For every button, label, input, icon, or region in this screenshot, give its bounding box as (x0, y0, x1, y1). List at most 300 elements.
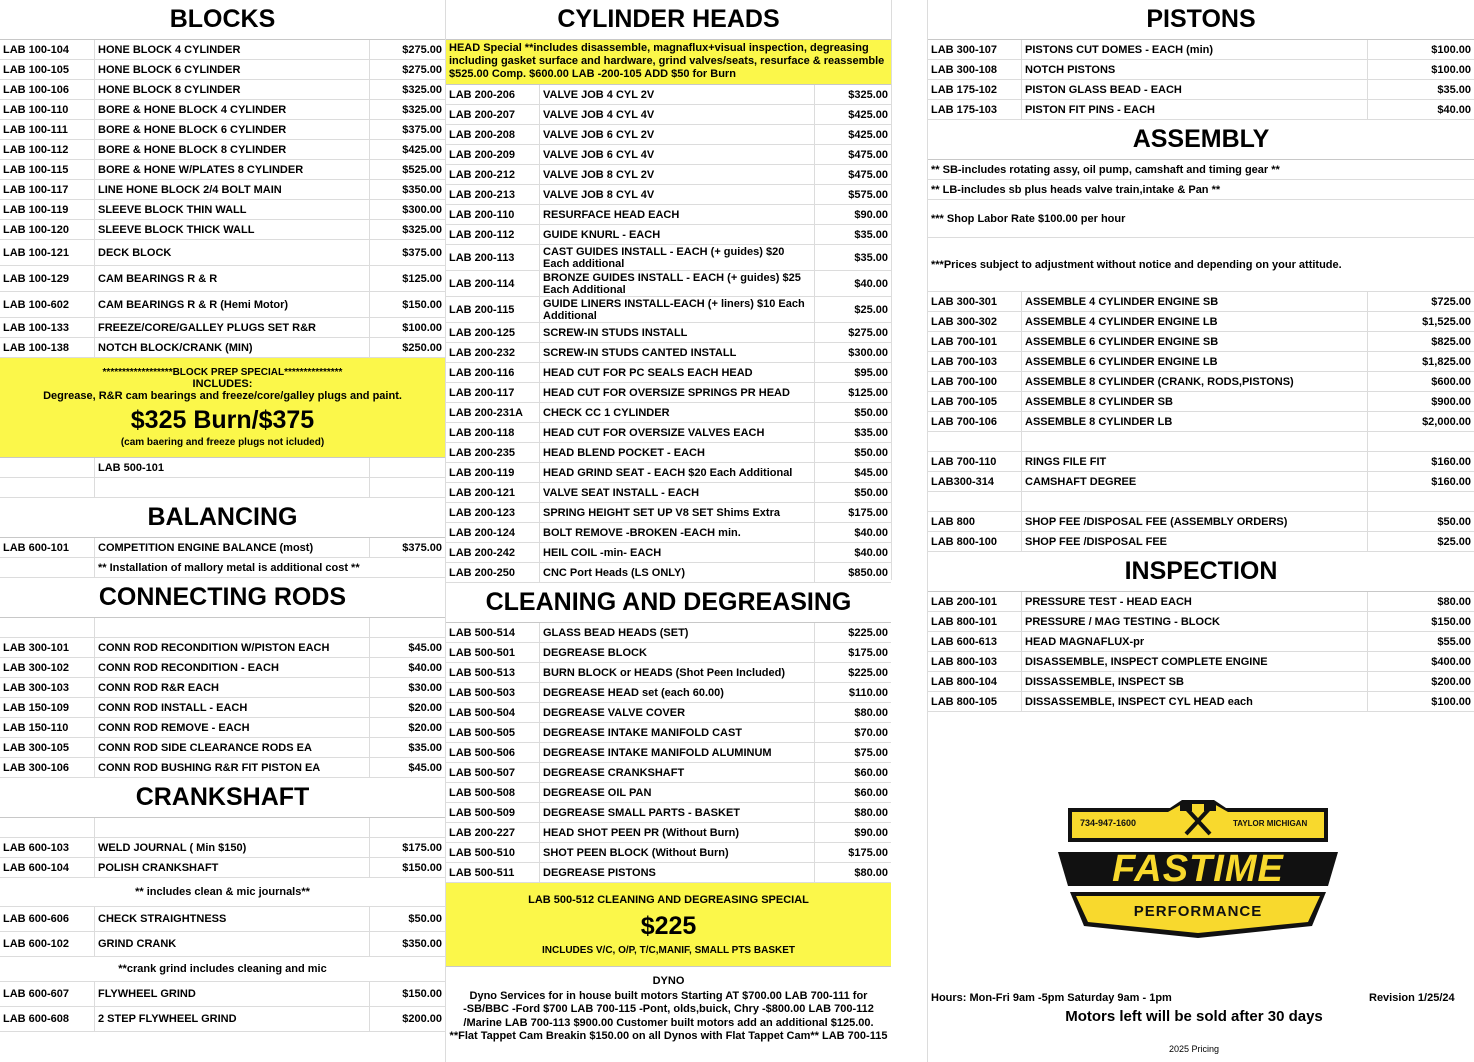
item-code: LAB 200-119 (446, 463, 540, 482)
table-row (928, 412, 1474, 432)
head-special (446, 40, 891, 85)
assembly-note: ***Prices subject to adjustment without notice and depending on your attitude. (931, 258, 1342, 271)
item-description: VALVE JOB 4 CYL 2V (540, 85, 815, 104)
item-code: LAB 200-124 (446, 523, 540, 542)
balancing-list (0, 538, 445, 558)
item-description: CHECK STRAIGHTNESS (95, 907, 370, 931)
item-price: $150.00 (1431, 615, 1471, 628)
table-row (0, 140, 445, 160)
table-row (446, 423, 891, 443)
table-row (446, 703, 891, 723)
item-description: PISTONS CUT DOMES - EACH (min) (1022, 40, 1368, 59)
table-row (446, 443, 891, 463)
table-row (928, 472, 1474, 492)
item-description: FLYWHEEL GRIND (95, 982, 370, 1006)
table-row (0, 120, 445, 140)
table-row (928, 632, 1474, 652)
item-code: LAB 300-302 (928, 312, 1022, 331)
table-row (928, 292, 1474, 312)
item-code: LAB 600-101 (0, 538, 95, 557)
dyno-line: -SB/BBC -Ford $700 LAB 700-115 -Pont, olds,buick, Chry -$800.00 LAB 700-112 (463, 1003, 874, 1015)
item-price: $35.00 (854, 426, 888, 439)
table-row (0, 40, 445, 60)
item-price: $175.00 (402, 841, 442, 854)
item-code: LAB 200-113 (446, 245, 540, 270)
table-row (0, 60, 445, 80)
section-title-crankshaft: CRANKSHAFT (0, 778, 445, 818)
cleaning-special (446, 883, 891, 967)
item-price: $50.00 (854, 446, 888, 459)
item-price: $475.00 (848, 148, 888, 161)
item-description: HEAD SHOT PEEN PR (Without Burn) (540, 823, 815, 842)
item-description (540, 245, 815, 270)
table-row (0, 180, 445, 200)
item-code: LAB 100-133 (0, 318, 95, 337)
table-row (446, 297, 891, 323)
item-price: $45.00 (854, 466, 888, 479)
table-row (0, 738, 445, 758)
item-description: CHECK CC 1 CYLINDER (540, 403, 815, 422)
column-middle (446, 0, 891, 1044)
item-description: NOTCH BLOCK/CRANK (MIN) (95, 338, 370, 357)
table-row (0, 932, 445, 957)
item-code: LAB 100-129 (0, 266, 95, 291)
table-row (446, 803, 891, 823)
revision: Revision 1/25/24 (1369, 992, 1455, 1004)
table-row (0, 160, 445, 180)
item-code: LAB 500-505 (446, 723, 540, 742)
table-row (928, 352, 1474, 372)
section-title-blocks: BLOCKS (0, 0, 445, 40)
table-row (0, 80, 445, 100)
item-description: LINE HONE BLOCK 2/4 BOLT MAIN (95, 180, 370, 199)
item-code: LAB 150-110 (0, 718, 95, 737)
item-description: CAM BEARINGS R & R (95, 266, 370, 291)
section-title-balancing: BALANCING (0, 498, 445, 538)
item-description: DISSASSEMBLE, INSPECT SB (1022, 672, 1368, 691)
special-price: $225 (640, 911, 697, 940)
item-description: SPRING HEIGHT SET UP V8 SET Shims Extra (540, 503, 815, 522)
item-description: CONN ROD RECONDITION W/PISTON EACH (95, 638, 370, 657)
section-title-cylinder-heads: CYLINDER HEADS (446, 0, 891, 40)
item-price: $90.00 (854, 826, 888, 839)
item-code: LAB 200-110 (446, 205, 540, 224)
item-price: $300.00 (402, 203, 442, 216)
item-description (540, 297, 815, 322)
item-description: VALVE JOB 4 CYL 4V (540, 105, 815, 124)
item-code: LAB 600-102 (0, 932, 95, 956)
inspection-list (928, 592, 1474, 712)
item-description: PRESSURE / MAG TESTING - BLOCK (1022, 612, 1368, 631)
item-code: LAB 100-112 (0, 140, 95, 159)
table-row (446, 105, 891, 125)
item-price: $1,825.00 (1422, 355, 1471, 368)
item-price: $55.00 (1437, 635, 1471, 648)
blocks-list (0, 40, 445, 358)
section-title-inspection: INSPECTION (928, 552, 1474, 592)
assembly-note: *** Shop Labor Rate $100.00 per hour (931, 212, 1126, 225)
dyno-line: /Marine LAB 700-113 $900.00 Customer built motors add an additional $125.00. (463, 1016, 874, 1029)
item-code: LAB 100-120 (0, 220, 95, 239)
item-price: $50.00 (854, 486, 888, 499)
item-price: $425.00 (402, 143, 442, 156)
item-description: BOLT REMOVE -BROKEN -EACH min. (540, 523, 815, 542)
logo-phone: 734-947-1600 (1080, 818, 1137, 828)
hours: Hours: Mon-Fri 9am -5pm Saturday 9am - 1pm (931, 992, 1172, 1004)
balancing-note: ** Installation of mallory metal is additional cost ** (98, 561, 360, 574)
item-code: LAB 100-119 (0, 200, 95, 219)
item-description: HEAD CUT FOR OVERSIZE SPRINGS PR HEAD (540, 383, 815, 402)
cleaning-list (446, 623, 891, 883)
table-row (0, 538, 445, 558)
item-price: $100.00 (402, 321, 442, 334)
item-price: $150.00 (402, 298, 442, 311)
item-code: LAB 300-106 (0, 758, 95, 777)
item-price: $475.00 (848, 168, 888, 181)
item-code: LAB 200-235 (446, 443, 540, 462)
table-row (0, 240, 445, 266)
cylinder-heads-list (446, 85, 891, 583)
item-code: LAB 200-112 (446, 225, 540, 244)
item-description-line: BRONZE GUIDES INSTALL - EACH (+ guides) $25 (543, 271, 801, 284)
table-row (928, 672, 1474, 692)
table-row (0, 678, 445, 698)
item-code: LAB 500-501 (446, 643, 540, 662)
item-description: VALVE JOB 8 CYL 2V (540, 165, 815, 184)
item-description: ASSEMBLE 4 CYLINDER ENGINE SB (1022, 292, 1368, 311)
item-description: RINGS FILE FIT (1022, 452, 1368, 471)
item-code: LAB 300-102 (0, 658, 95, 677)
item-price: $45.00 (408, 641, 442, 654)
item-code: LAB 500-508 (446, 783, 540, 802)
item-description: GUIDE KNURL - EACH (540, 225, 815, 244)
item-price: $90.00 (854, 208, 888, 221)
item-price: $175.00 (848, 506, 888, 519)
item-description: VALVE JOB 6 CYL 4V (540, 145, 815, 164)
item-description: BURN BLOCK or HEADS (Shot Peen Included) (540, 663, 815, 682)
table-row (928, 80, 1474, 100)
item-description: RESURFACE HEAD EACH (540, 205, 815, 224)
item-price: $80.00 (854, 706, 888, 719)
logo-name: FASTIME (1112, 848, 1284, 890)
special-line: INCLUDES: (192, 378, 253, 390)
item-price: $40.00 (854, 277, 888, 290)
item-price: $60.00 (854, 766, 888, 779)
item-description: HONE BLOCK 4 CYLINDER (95, 40, 370, 59)
item-price: $900.00 (1431, 395, 1471, 408)
item-description: CONN ROD REMOVE - EACH (95, 718, 370, 737)
item-description: DEGREASE HEAD set (each 60.00) (540, 683, 815, 702)
item-price: $575.00 (848, 188, 888, 201)
item-description: HEAD CUT FOR OVERSIZE VALVES EACH (540, 423, 815, 442)
item-price: $70.00 (854, 726, 888, 739)
item-price: $300.00 (848, 346, 888, 359)
table-row (446, 763, 891, 783)
table-row (0, 638, 445, 658)
table-row (0, 907, 445, 932)
item-description: BORE & HONE BLOCK 4 CYLINDER (95, 100, 370, 119)
item-code: LAB 500-504 (446, 703, 540, 722)
item-code: LAB 300-101 (0, 638, 95, 657)
item-code: LAB 100-138 (0, 338, 95, 357)
item-price: $40.00 (854, 526, 888, 539)
item-code: LAB 800 (928, 512, 1022, 531)
item-description: ASSEMBLE 8 CYLINDER SB (1022, 392, 1368, 411)
item-description: DEGREASE OIL PAN (540, 783, 815, 802)
logo-location: TAYLOR MICHIGAN (1233, 819, 1308, 828)
table-row (446, 543, 891, 563)
item-code: LAB 200-250 (446, 563, 540, 582)
item-description: DEGREASE VALVE COVER (540, 703, 815, 722)
grid-divider (891, 0, 892, 580)
item-code: LAB 800-105 (928, 692, 1022, 711)
item-description: CONN ROD RECONDITION - EACH (95, 658, 370, 677)
item-price: $1,525.00 (1422, 315, 1471, 328)
item-description: GLASS BEAD HEADS (SET) (540, 623, 815, 642)
item-price: $60.00 (854, 786, 888, 799)
connecting-rods-list (0, 638, 445, 778)
item-code: LAB 700-101 (928, 332, 1022, 351)
pricing-year: 2025 Pricing (1168, 1044, 1220, 1054)
note-row (0, 878, 445, 907)
crankshaft-list (0, 907, 445, 957)
item-description: CNC Port Heads (LS ONLY) (540, 563, 815, 582)
section-title-pistons: PISTONS (928, 0, 1474, 40)
item-code: LAB 100-104 (0, 40, 95, 59)
table-row (446, 623, 891, 643)
assembly-note: ** SB-includes rotating assy, oil pump, camshaft and timing gear ** (931, 163, 1280, 176)
table-row (0, 1007, 445, 1032)
item-code: LAB 500-511 (446, 863, 540, 882)
item-code: LAB 200-117 (446, 383, 540, 402)
item-description: ASSEMBLE 6 CYLINDER ENGINE SB (1022, 332, 1368, 351)
table-row (0, 338, 445, 358)
item-description: VALVE JOB 8 CYL 4V (540, 185, 815, 204)
item-code: LAB 300-301 (928, 292, 1022, 311)
item-price: $35.00 (408, 741, 442, 754)
item-price: $50.00 (1437, 515, 1471, 528)
item-description: DISASSEMBLE, INSPECT COMPLETE ENGINE (1022, 652, 1368, 671)
item-description: DEGREASE INTAKE MANIFOLD ALUMINUM (540, 743, 815, 762)
item-price: $225.00 (848, 666, 888, 679)
item-price: $80.00 (854, 806, 888, 819)
item-description: HONE BLOCK 8 CYLINDER (95, 80, 370, 99)
item-description: CAMSHAFT DEGREE (1022, 472, 1368, 491)
table-row (928, 332, 1474, 352)
table-row (446, 723, 891, 743)
item-code: LAB 200-213 (446, 185, 540, 204)
table-row (446, 683, 891, 703)
item-price: $100.00 (1431, 43, 1471, 56)
item-description: 2 STEP FLYWHEEL GRIND (95, 1007, 370, 1031)
table-row (446, 205, 891, 225)
item-description: PISTON GLASS BEAD - EACH (1022, 80, 1368, 99)
item-description: DEGREASE PISTONS (540, 863, 815, 882)
item-code: LAB 200-207 (446, 105, 540, 124)
note-row (0, 957, 445, 982)
item-price: $325.00 (848, 88, 888, 101)
table-row (446, 783, 891, 803)
item-price: $375.00 (402, 246, 442, 259)
assembly-list (928, 452, 1474, 492)
item-price: $325.00 (402, 103, 442, 116)
item-price: $40.00 (1437, 103, 1471, 116)
dyno-block (446, 967, 891, 1044)
item-price: $425.00 (848, 108, 888, 121)
note-row (928, 180, 1474, 200)
table-row (446, 863, 891, 883)
item-description: CONN ROD BUSHING R&R FIT PISTON EA (95, 758, 370, 777)
table-row (446, 225, 891, 245)
item-description: SCREW-IN STUDS INSTALL (540, 323, 815, 342)
assembly-list (928, 292, 1474, 432)
item-description: CONN ROD INSTALL - EACH (95, 698, 370, 717)
table-row (446, 125, 891, 145)
table-row (0, 200, 445, 220)
item-code: LAB 200-227 (446, 823, 540, 842)
item-code: LAB 800-100 (928, 532, 1022, 551)
item-description: DEGREASE CRANKSHAFT (540, 763, 815, 782)
table-row (446, 483, 891, 503)
table-row (446, 85, 891, 105)
item-code: LAB 600-608 (0, 1007, 95, 1031)
item-description: CONN ROD SIDE CLEARANCE RODS EA (95, 738, 370, 757)
item-code: LAB 600-613 (928, 632, 1022, 651)
special-line: Degrease, R&R cam bearings and freeze/core/galley plugs and paint. (43, 390, 402, 402)
table-row (446, 463, 891, 483)
item-code: LAB 800-101 (928, 612, 1022, 631)
item-code: LAB 100-602 (0, 292, 95, 317)
special-line: INCLUDES V/C, O/P, T/C,MANIF, SMALL PTS BASKET (542, 944, 795, 956)
table-row (0, 758, 445, 778)
special-line: LAB 500-512 CLEANING AND DEGREASING SPECIAL (528, 893, 809, 906)
item-code: LAB 500-506 (446, 743, 540, 762)
item-description: SHOP FEE /DISPOSAL FEE (1022, 532, 1368, 551)
item-description: HEAD GRIND SEAT - EACH $20 Each Additional (540, 463, 815, 482)
crankshaft-list (0, 982, 445, 1032)
table-row (446, 643, 891, 663)
assembly-list (928, 512, 1474, 552)
table-row (928, 692, 1474, 712)
item-description: SCREW-IN STUDS CANTED INSTALL (540, 343, 815, 362)
table-row (446, 743, 891, 763)
section-title-assembly: ASSEMBLY (928, 120, 1474, 160)
item-price: $160.00 (1431, 455, 1471, 468)
table-row (0, 838, 445, 858)
table-row (0, 718, 445, 738)
crankshaft-list (0, 838, 445, 878)
item-price: $25.00 (854, 303, 888, 316)
item-description: BORE & HONE BLOCK 6 CYLINDER (95, 120, 370, 139)
item-price: $725.00 (1431, 295, 1471, 308)
item-description: SLEEVE BLOCK THIN WALL (95, 200, 370, 219)
table-row (0, 982, 445, 1007)
special-line: ******************BLOCK PREP SPECIAL*************** (102, 367, 343, 378)
table-row (446, 245, 891, 271)
item-code: LAB 200-101 (928, 592, 1022, 611)
item-price: $50.00 (408, 913, 442, 925)
item-code: LAB 300-105 (0, 738, 95, 757)
item-description: HONE BLOCK 6 CYLINDER (95, 60, 370, 79)
item-description (540, 271, 815, 296)
item-code: LAB 175-102 (928, 80, 1022, 99)
item-price: $35.00 (1437, 83, 1471, 96)
section-title-cleaning: CLEANING AND DEGREASING (446, 583, 891, 623)
table-row (446, 363, 891, 383)
table-row (446, 663, 891, 683)
table-row (446, 185, 891, 205)
item-description: BORE & HONE BLOCK 8 CYLINDER (95, 140, 370, 159)
item-price: $75.00 (854, 746, 888, 759)
item-code: LAB 175-103 (928, 100, 1022, 119)
item-price: $30.00 (408, 681, 442, 694)
item-price: $850.00 (848, 566, 888, 579)
table-row (0, 220, 445, 240)
item-code: LAB 800-104 (928, 672, 1022, 691)
item-price: $375.00 (402, 541, 442, 554)
item-price: $160.00 (1431, 475, 1471, 488)
column-right (928, 0, 1474, 1054)
item-price: $600.00 (1431, 375, 1471, 388)
note-row (0, 558, 445, 578)
item-description: DEGREASE SMALL PARTS - BASKET (540, 803, 815, 822)
table-row (928, 432, 1474, 452)
special-line: including gasket surface and hardware, grind valves/seats, resurface & reassemble (449, 55, 885, 67)
item-code: LAB 500-514 (446, 623, 540, 642)
item-description-line: Each Additional (543, 283, 626, 296)
item-price: $80.00 (1437, 595, 1471, 608)
item-description-line: CAST GUIDES INSTALL - EACH (+ guides) $20 (543, 245, 785, 258)
table-row (928, 40, 1474, 60)
item-description: DEGREASE INTAKE MANIFOLD CAST (540, 723, 815, 742)
table-row (928, 452, 1474, 472)
item-code: LAB 700-103 (928, 352, 1022, 371)
item-code: LAB 200-114 (446, 271, 540, 296)
item-description: CONN ROD R&R EACH (95, 678, 370, 697)
item-price: $125.00 (402, 272, 442, 285)
logo-tagline: PERFORMANCE (1133, 903, 1263, 920)
item-code: LAB 200-121 (446, 483, 540, 502)
item-price: $100.00 (1431, 63, 1471, 76)
item-code: LAB 200-123 (446, 503, 540, 522)
item-price: $400.00 (1431, 655, 1471, 668)
item-description: PISTON FIT PINS - EACH (1022, 100, 1368, 119)
item-description: DECK BLOCK (95, 240, 370, 265)
table-row (0, 478, 445, 498)
item-code: LAB 150-109 (0, 698, 95, 717)
item-code: LAB 100-110 (0, 100, 95, 119)
item-description: HEAD MAGNAFLUX-pr (1022, 632, 1368, 651)
item-price: $425.00 (848, 128, 888, 141)
item-code: LAB 200-208 (446, 125, 540, 144)
item-code: LAB 100-117 (0, 180, 95, 199)
item-price: $125.00 (848, 386, 888, 399)
item-code: LAB 500-510 (446, 843, 540, 862)
item-price: $95.00 (854, 366, 888, 379)
item-code: LAB 600-607 (0, 982, 95, 1006)
table-row (446, 843, 891, 863)
item-description: NOTCH PISTONS (1022, 60, 1368, 79)
note-row (928, 200, 1474, 238)
item-code: LAB 500-101 (95, 458, 370, 477)
item-code: LAB 700-110 (928, 452, 1022, 471)
item-price: $110.00 (848, 686, 888, 699)
item-description-line: Each additional (543, 257, 625, 270)
item-code: LAB 600-103 (0, 838, 95, 857)
dyno-line: Dyno Services for in house built motors Starting AT $700.00 LAB 700-111 for (469, 989, 868, 1002)
note-row (928, 238, 1474, 292)
item-description: FREEZE/CORE/GALLEY PLUGS SET R&R (95, 318, 370, 337)
